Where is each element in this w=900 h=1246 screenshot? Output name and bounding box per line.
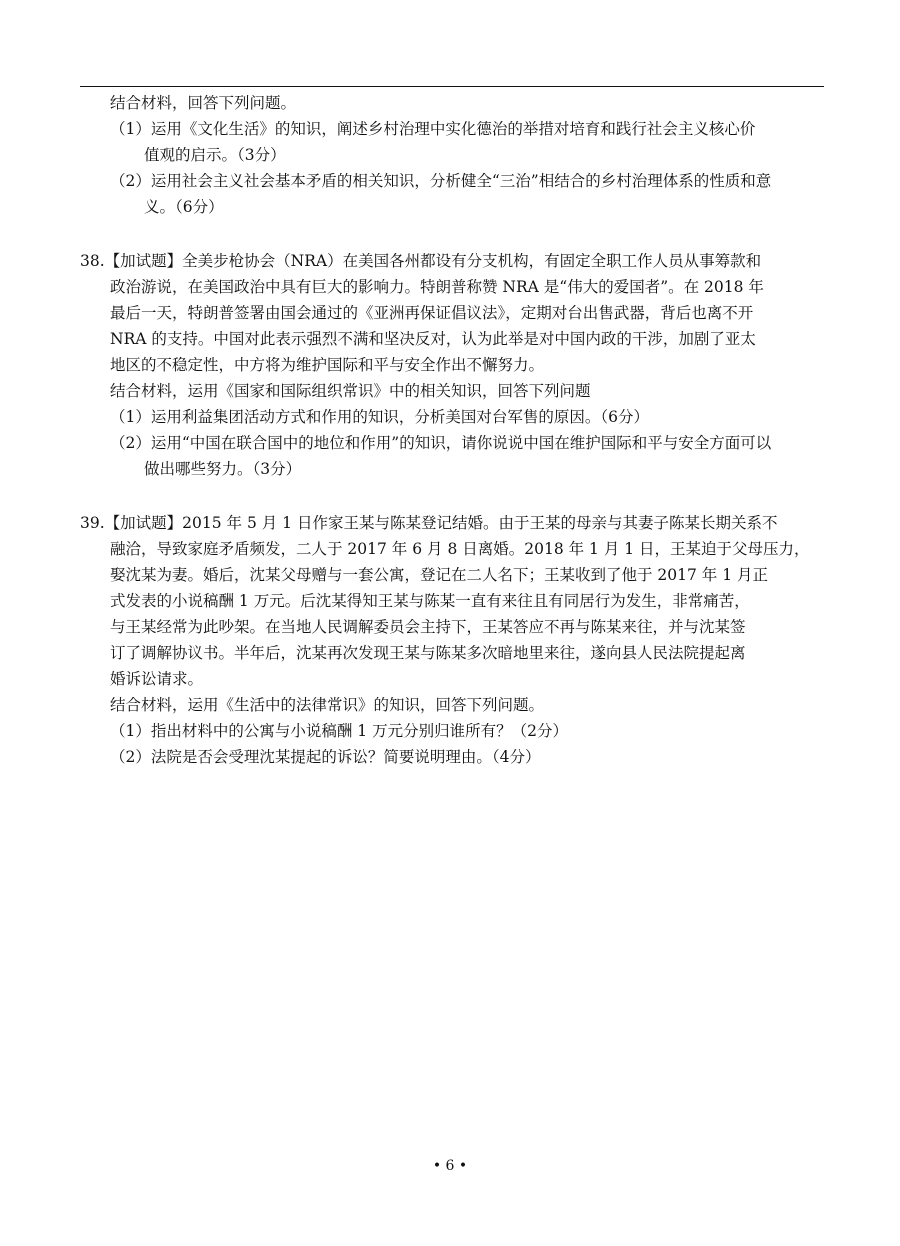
q39-line-6: 订了调解协议书。半年后，沈某再次发现王某与陈某多次暗地里来往，遂向县人民法院提起离 [110, 644, 746, 662]
q39-line-3: 娶沈某为妻。婚后，沈某父母赠与一套公寓，登记在二人名下；王某收到了他于 2017 年 1 月正 [110, 566, 769, 584]
q38-line-2: 政治游说，在美国政治中具有巨大的影响力。特朗普称赞 NRA 是“伟大的爱国者”。在 2018 年 [110, 278, 764, 296]
document-page [80, 90, 824, 770]
q39-line-10: （2）法院是否会受理沈某提起的诉讼？简要说明理由。（4分） [110, 748, 541, 766]
intro-block [80, 90, 824, 220]
q38-line-3: 最后一天，特朗普签署由国会通过的《亚洲再保证倡议法》，定期对台出售武器，背后也离不开 [110, 304, 754, 322]
q38-line-9: 做出哪些努力。（3分） [144, 460, 302, 478]
q39-line-8: 结合材料，运用《生活中的法律常识》的知识，回答下列问题。 [110, 696, 545, 714]
question-38 [80, 248, 824, 482]
q39-line-7: 婚诉讼请求。 [110, 670, 204, 688]
intro-line-5: 义。（6分） [144, 198, 224, 216]
intro-line-4: （2）运用社会主义社会基本矛盾的相关知识，分析健全“三治”相结合的乡村治理体系的性质和意 [110, 172, 772, 190]
q39-line-4: 式发表的小说稿酬 1 万元。后沈某得知王某与陈某一直有来往且有同居行为发生，非常痛苦， [110, 592, 750, 610]
q38-line-4: NRA 的支持。中国对此表示强烈不满和坚决反对，认为此举是对中国内政的干涉，加剧了亚太 [110, 330, 756, 348]
intro-line-3: 值观的启示。（3分） [144, 146, 286, 164]
q39-line-1: 39.【加试题】2015 年 5 月 1 日作家王某与陈某登记结婚。由于王某的母亲与其妻子陈某长期关系不 [80, 514, 778, 532]
q39-line-9: （1）指出材料中的公寓与小说稿酬 1 万元分别归谁所有？（2分） [110, 722, 568, 740]
q39-line-5: 与王某经常为此吵架。在当地人民调解委员会主持下，王某答应不再与陈某来往，并与沈某签 [110, 618, 746, 636]
header-rule [80, 86, 824, 87]
q38-line-7: （1）运用利益集团活动方式和作用的知识，分析美国对台军售的原因。（6分） [110, 408, 649, 426]
q38-line-1: 38.【加试题】全美步枪协会（NRA）在美国各州都设有分支机构，有固定全职工作人员从事筹款和 [80, 252, 762, 270]
page-number: • 6 • [432, 1158, 468, 1174]
intro-line-1: 结合材料，回答下列问题。 [110, 94, 297, 112]
q39-line-2: 融洽，导致家庭矛盾频发，二人于 2017 年 6 月 8 日离婚。2018 年 1 月 1 日，王某迫于父母压力， [110, 540, 810, 558]
q38-line-8: （2）运用“中国在联合国中的地位和作用”的知识，请你说说中国在维护国际和平与安全方面可以 [110, 434, 772, 452]
q38-line-6: 结合材料，运用《国家和国际组织常识》中的相关知识，回答下列问题 [110, 382, 591, 400]
q38-line-5: 地区的不稳定性，中方将为维护国际和平与安全作出不懈努力。 [110, 356, 545, 374]
question-39 [80, 510, 824, 770]
intro-line-2: （1）运用《文化生活》的知识，阐述乡村治理中实化德治的举措对培育和践行社会主义核心价 [110, 120, 756, 138]
